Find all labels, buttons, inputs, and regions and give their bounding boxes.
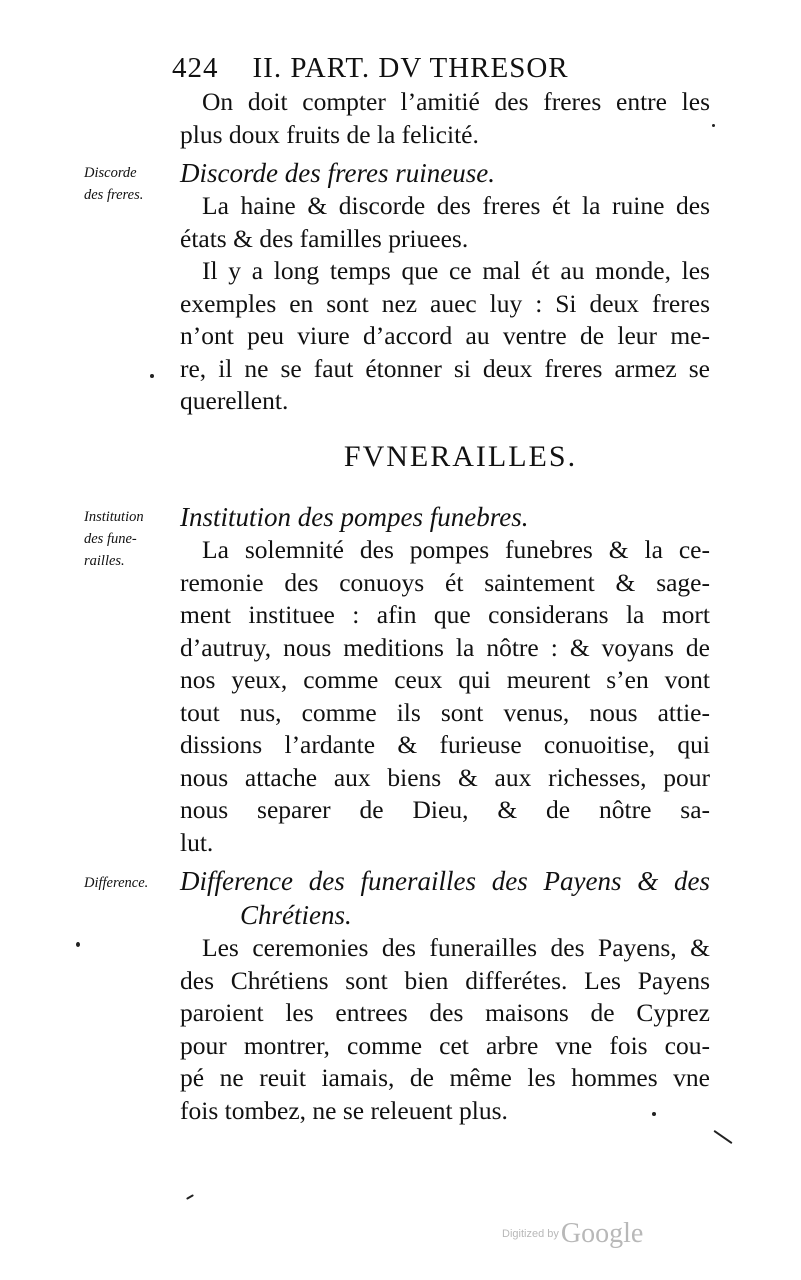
text-line: tout nus, comme ils sont venus, nous attie-	[180, 697, 710, 727]
text-line: querellent.	[180, 386, 289, 415]
text-line: états & des familles priuees.	[180, 223, 469, 253]
scan-speck	[713, 1130, 732, 1144]
margin-note-institution	[84, 506, 176, 572]
scan-speck	[652, 1112, 656, 1116]
text-line: d’autruy, nous meditions la nôtre : & voyans de	[180, 632, 710, 662]
text-line: nous attache aux biens & aux richesses, pour	[180, 762, 710, 792]
margin-note-line: Difference.	[84, 875, 149, 891]
text-line: nous separer de Dieu, & de nôtre sa-	[180, 795, 710, 824]
margin-note-discorde	[84, 162, 176, 206]
text-line: pé ne reuit iamais, de même les hommes vne	[180, 1063, 710, 1092]
text-line: La solemnité des pompes funebres & la ce-	[202, 535, 710, 564]
section-title-text: FVNERAILLES.	[343, 440, 578, 473]
margin-note-line: railles.	[84, 553, 125, 569]
margin-note-line: Institution	[84, 509, 144, 525]
text-line: plus doux fruits de la felicité.	[180, 119, 479, 149]
margin-note-difference	[84, 872, 176, 894]
watermark-prefix: Digitized by	[502, 1228, 559, 1240]
text-line: La haine & discorde des freres ét la ruine des	[202, 191, 710, 220]
text-line: Les ceremonies des funerailles des Payens, &	[202, 933, 710, 962]
text-line: lut.	[180, 827, 214, 857]
text-line: fois tombez, ne se releuent plus.	[180, 1095, 508, 1125]
text-line: n’ont peu viure d’accord au ventre de leur me-	[180, 321, 710, 350]
institution-section	[180, 500, 710, 859]
text-line: pour montrer, comme cet arbre vne fois cou-	[180, 1030, 710, 1060]
scan-speck	[150, 374, 154, 378]
text-line: paroient les entrees des maisons de Cyprez	[180, 998, 710, 1027]
running-title: II. PART. DV THRESOR	[252, 52, 569, 84]
page-number: 424	[172, 52, 219, 84]
subheading-difference-cont: Chrétiens.	[240, 900, 352, 930]
google-logo: Google	[560, 1218, 644, 1249]
difference-section	[180, 864, 710, 1127]
scan-speck	[76, 942, 80, 947]
scan-speck	[186, 1194, 194, 1200]
subheading-difference: Difference des funerailles des Payens & des	[180, 866, 710, 896]
text-line: exemples en sont nez auec luy : Si deux freres	[180, 288, 710, 318]
margin-note-line: des freres.	[84, 187, 144, 203]
text-line: Il y a long temps que ce mal ét au monde, les	[202, 256, 710, 285]
subheading-discorde: Discorde des freres ruineuse.	[180, 158, 495, 188]
margin-note-line: des fune-	[84, 531, 137, 547]
text-line: nos yeux, comme ceux qui meurent s’en vont	[180, 665, 710, 694]
scan-speck	[712, 124, 715, 127]
section-title	[0, 440, 801, 474]
margin-note-line: Discorde	[84, 165, 137, 181]
discorde-section	[180, 156, 710, 418]
running-header	[172, 52, 569, 85]
text-line: ment instituee : afin que considerans la mort	[180, 600, 710, 629]
text-line: dissions l’ardante & furieuse conuoitise, qui	[180, 730, 710, 759]
text-line: remonie des conuoys ét saintement & sage-	[180, 567, 710, 597]
text-line: On doit compter l’amitié des freres entre les	[202, 87, 710, 116]
text-line: re, il ne se faut étonner si deux freres armez se	[180, 353, 710, 383]
digitized-by-google-watermark	[502, 1218, 643, 1250]
text-line: des Chrétiens sont bien differétes. Les Payens	[180, 965, 710, 995]
subheading-institution: Institution des pompes funebres.	[180, 502, 529, 532]
intro-paragraph	[180, 86, 710, 151]
